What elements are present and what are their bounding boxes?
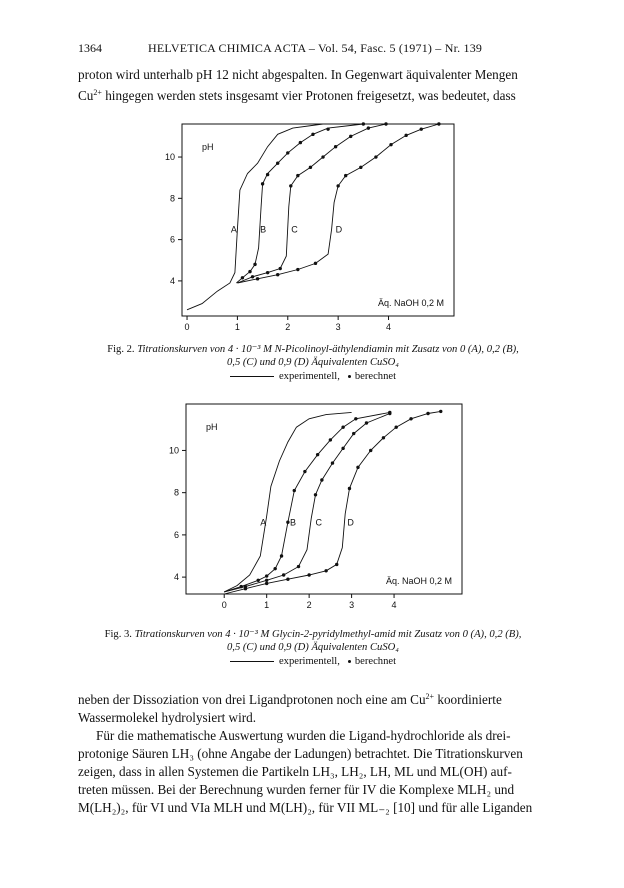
series-D-point [394, 426, 397, 429]
series-C-point [331, 461, 334, 464]
series-D-point [374, 155, 377, 158]
x-tick-label: 3 [335, 322, 341, 332]
series-B-point [253, 263, 256, 266]
series-B-point [248, 270, 251, 273]
series-C-point [341, 447, 344, 450]
legend-line-label: experimentell, [278, 371, 340, 382]
series-D-point [324, 569, 327, 572]
x-tick-label: 0 [221, 600, 227, 610]
figure-3-caption-text-2: 0,5 (C) und 0,9 (D) Äquivalenten CuSO₄ [227, 642, 399, 653]
y-tick-label: 6 [169, 234, 175, 245]
page-number: 1364 [78, 41, 102, 55]
series-C-point [349, 135, 352, 138]
intro-line-2-a: Cu [78, 88, 94, 103]
series-C-point [365, 421, 368, 424]
y-axis-label: pH [202, 142, 214, 152]
series-B-point [316, 453, 319, 456]
x-tick-label: 0 [184, 322, 190, 332]
series-B-point [241, 276, 244, 279]
series-B-line [236, 124, 363, 283]
plot-frame [186, 404, 462, 594]
figure-2-caption-line-2 [74, 356, 552, 369]
legend-dot-label: berechnet [354, 656, 397, 667]
series-D-point [307, 573, 310, 576]
curve-label-B: B [290, 517, 297, 528]
x-tick-label: 2 [306, 600, 312, 610]
series-D-point [382, 436, 385, 439]
intro-line-2-b: hingegen werden stets insgesamt vier Protonen freigesetzt, was bedeutet, dass [101, 88, 516, 103]
series-C-point [296, 174, 299, 177]
series-C-point [321, 155, 324, 158]
series-D-point [404, 134, 407, 137]
x-tick-label: 4 [386, 322, 392, 332]
body-line-2: Wassermolekel hydrolysiert wird. [78, 710, 257, 725]
body-line-6: treten müssen. Bei der Berechnung wurden ferner für IV die Komplexe MLH₂ und [78, 782, 515, 797]
curve-label-A: A [260, 517, 267, 528]
y-tick-label: 4 [173, 572, 179, 583]
legend-line-swatch [230, 376, 274, 377]
series-D-point [296, 268, 299, 271]
series-B-point [266, 173, 269, 176]
series-B-point [311, 133, 314, 136]
x-tick-label: 1 [264, 600, 270, 610]
figure-3-caption-line-1 [74, 628, 552, 641]
intro-line-1: proton wird unterhalb pH 12 nicht abgespalten. In Gegenwart äquivalenter Mengen [78, 67, 518, 82]
series-B-point [354, 417, 357, 420]
curve-label-A: A [230, 224, 237, 235]
figure-3-caption-text-1: Titrationskurven von 4 · 10⁻³ M Glycin-2-pyridylmethyl-amid mit Zusatz von 0 (A), 0,2 (B), [134, 629, 522, 640]
series-C-point [282, 573, 285, 576]
body-line-1-a: neben der Dissoziation von drei Ligandprotonen noch eine am Cu [78, 692, 426, 707]
series-D-point [356, 466, 359, 469]
series-D-point [369, 449, 372, 452]
body-line-3: Für die mathematische Auswertung wurden die Ligand-hydrochloride als drei- [96, 728, 511, 743]
legend-dot-swatch [348, 660, 351, 663]
figure-2-legend [74, 371, 552, 382]
series-B-point [293, 489, 296, 492]
body-text [78, 688, 550, 817]
curve-label-C: C [315, 517, 323, 528]
series-B-point [276, 162, 279, 165]
series-C-point [289, 184, 292, 187]
figure-2-caption-text-2: 0,5 (C) und 0,9 (D) Äquivalenten CuSO₄ [227, 357, 399, 368]
series-C-point [309, 166, 312, 169]
series-D-point [335, 563, 338, 566]
series-B-point [362, 122, 365, 125]
legend-dot-swatch [348, 375, 351, 378]
series-D-point [286, 578, 289, 581]
series-B-point [265, 574, 268, 577]
curve-label-C: C [291, 224, 298, 235]
body-line-7: M(LH₂)₂, für VI und VIa MLH und M(LH)₂, für VII ML₋₂ [10] und für alle Liganden [78, 800, 533, 815]
series-B-point [273, 567, 276, 570]
series-D-point [420, 127, 423, 130]
body-line-4: protonige Säuren LH₃ (ohne Angabe der Ladungen) betrachtet. Die Titrationskurven [78, 746, 523, 761]
series-D-point [256, 277, 259, 280]
y-tick-label: 10 [164, 152, 175, 163]
series-C-point [320, 478, 323, 481]
series-B-line [224, 412, 390, 592]
body-line-1-b: koordinierte [434, 692, 502, 707]
figure-3-label: Fig. 3. [104, 629, 132, 640]
series-C-point [384, 122, 387, 125]
series-C-point [251, 275, 254, 278]
series-D-point [437, 122, 440, 125]
series-D-point [344, 174, 347, 177]
legend-dot-label: berechnet [354, 371, 397, 382]
curve-label-D: D [347, 517, 354, 528]
series-B-point [341, 426, 344, 429]
y-tick-label: 8 [169, 193, 175, 204]
series-C-point [388, 412, 391, 415]
series-B-point [329, 438, 332, 441]
series-B-point [303, 470, 306, 473]
series-C-point [297, 565, 300, 568]
series-C-point [266, 271, 269, 274]
figure-2-caption-text-1: Titrationskurven von 4 · 10⁻³ M N-Picolinoyl-äthylendiamin mit Zusatz von 0 (A), 0,2 (B), [137, 344, 519, 355]
y-tick-label: 8 [173, 487, 179, 498]
series-B-point [326, 127, 329, 130]
x-axis-label: Äq. NaOH 0,2 M [385, 576, 452, 586]
series-B-point [261, 182, 264, 185]
body-line-1 [78, 688, 550, 709]
figure-2-label: Fig. 2. [107, 344, 135, 355]
series-D-point [426, 412, 429, 415]
y-tick-label: 6 [173, 529, 179, 540]
body-line-5: zeigen, dass in allen Systemen die Partikeln LH₃, LH₂, LH, ML und ML(OH) auf- [78, 764, 512, 779]
series-B-point [280, 554, 283, 557]
journal-running-head: HELVETICA CHIMICA ACTA – Vol. 54, Fasc. 5 (1971) – Nr. 139 [148, 41, 483, 55]
x-tick-label: 1 [234, 322, 240, 332]
figure-3-caption [74, 628, 552, 654]
series-B-point [286, 151, 289, 154]
intro-line-2 [78, 84, 550, 105]
series-C-point [352, 432, 355, 435]
x-axis-label: Äq. NaOH 0,2 M [377, 298, 444, 308]
x-tick-label: 2 [285, 322, 291, 332]
series-C-point [279, 267, 282, 270]
series-D-point [314, 262, 317, 265]
x-tick-label: 3 [349, 600, 355, 610]
figure-2-chart [150, 116, 460, 331]
series-C-point [334, 145, 337, 148]
series-C-line [224, 414, 390, 592]
curve-label-D: D [335, 224, 343, 235]
series-B-point [256, 579, 259, 582]
figure-3-caption-line-2 [74, 641, 552, 654]
legend-line-swatch [230, 661, 274, 662]
curve-label-B: B [260, 224, 267, 235]
legend-line-label: experimentell, [278, 656, 340, 667]
series-D-point [439, 410, 442, 413]
intro-paragraph [78, 66, 550, 105]
series-D-point [359, 166, 362, 169]
body-line-1-sup: 2+ [425, 692, 435, 701]
series-C-line [237, 124, 386, 283]
figure-2-caption [74, 343, 552, 369]
x-tick-label: 4 [391, 600, 397, 610]
series-D-point [336, 184, 339, 187]
series-D-point [389, 143, 392, 146]
series-B-point [299, 141, 302, 144]
y-tick-label: 4 [169, 275, 175, 286]
y-axis-label: pH [206, 422, 218, 432]
intro-line-2-sup: 2+ [93, 88, 102, 97]
series-C-point [314, 493, 317, 496]
series-C-point [367, 126, 370, 129]
series-D-point [409, 417, 412, 420]
series-D-point [348, 487, 351, 490]
series-D-line [237, 124, 439, 283]
figure-2-caption-line-1 [74, 343, 552, 356]
series-D-line [224, 411, 441, 594]
series-D-point [265, 582, 268, 585]
series-D-point [244, 587, 247, 590]
figure-3-legend [74, 656, 552, 667]
series-C-point [265, 579, 268, 582]
series-D-point [276, 273, 279, 276]
y-tick-label: 10 [168, 445, 179, 456]
figure-3-chart [150, 398, 470, 616]
series-A-line [224, 412, 351, 592]
